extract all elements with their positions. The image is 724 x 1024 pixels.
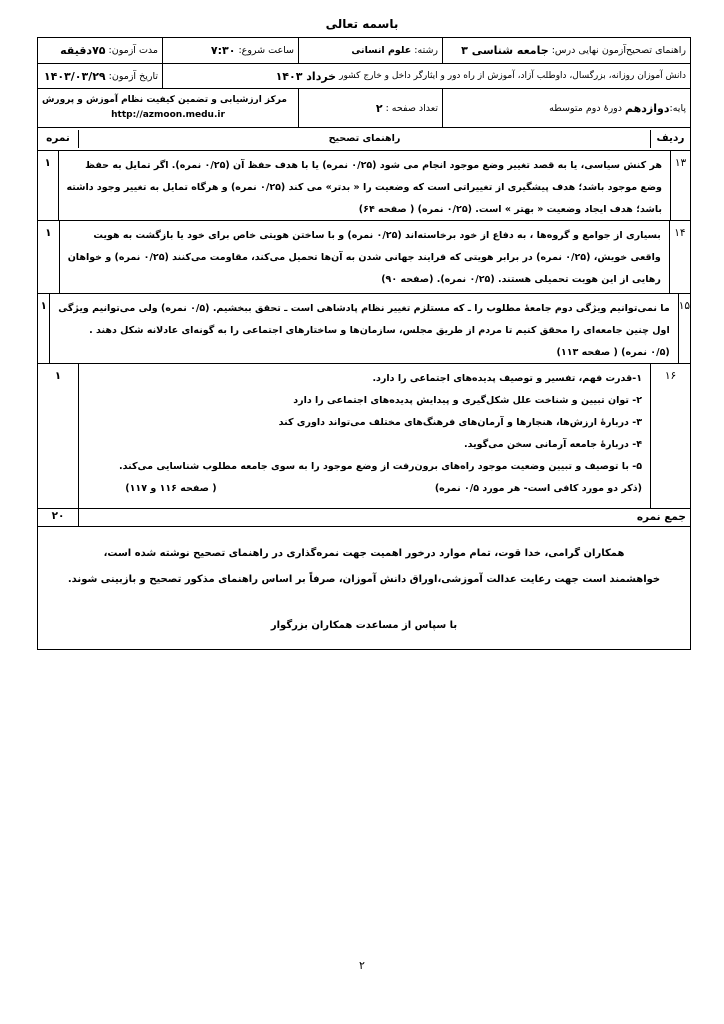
row-number: ۱۶ bbox=[650, 364, 690, 508]
exam-date: ۱۴۰۳/۰۳/۲۹ bbox=[43, 69, 106, 83]
grade-suffix: دورهٔ دوم متوسطه bbox=[549, 102, 622, 114]
grade-label: پایه: bbox=[669, 102, 686, 114]
subject: جامعه شناسی ۳ bbox=[461, 44, 549, 57]
table-row bbox=[38, 221, 690, 294]
total-score: ۲۰ bbox=[51, 510, 65, 522]
answer-line: واقعی خویش، (۰/۲۵ نمره) در برابر هویتی که فرایند جهانی شدن به آن‌ها تحمیل می‌کند، مقاومت می‌کنند (۰/۲۵ نمره) و خواهان bbox=[67, 252, 661, 263]
subject-cell bbox=[442, 38, 690, 63]
row-number: ۱۵ bbox=[678, 294, 690, 363]
answer-line: ۵- با توصیف و تبیین وضعیت موجود راه‌های برون‌رفت از وضع موجود را به سوی جامعه مطلوب شناسایی می‌کند. bbox=[119, 461, 642, 472]
answer-table bbox=[37, 127, 691, 650]
answer-line: بسیاری از جوامع و گروه‌ها ، به دفاع از خود برخاسته‌اند (۰/۲۵ نمره) و با ساختن هویتی خاص برای خود یا بازگشت به هویت bbox=[93, 230, 661, 241]
pages-count: ۲ bbox=[375, 101, 383, 115]
row-score: ۱ bbox=[54, 370, 62, 382]
answer-line: هر کنش سیاسی، یا به قصد تغییر وضع موجود انجام می شود (۰/۲۵ نمره) یا با هدف حفظ آن (۰/۲۵ نمره). اگر تمایل به حفظ bbox=[85, 160, 662, 171]
row-answer bbox=[49, 294, 677, 363]
col-row-header: ردیف bbox=[650, 130, 690, 148]
duration-label: مدت آزمون: bbox=[108, 45, 158, 56]
start-time: ۷:۳۰ bbox=[210, 44, 236, 57]
duration-cell bbox=[38, 38, 162, 63]
answer-line: (۰/۵ نمره) ( صفحه ۱۱۳) bbox=[556, 347, 670, 358]
table-row bbox=[38, 294, 690, 364]
row-answer bbox=[59, 221, 669, 293]
answer-line: وضع موجود باشد؛ هدف پیشگیری از تغییراتی است که وضعیت را « بدتر» می کند (۰/۲۵ نمره) و هرگاه تمایل به تغییر وجود داشته bbox=[66, 182, 662, 193]
pages-label: تعداد صفحه : bbox=[385, 102, 438, 114]
top-title: باسمه تعالی bbox=[325, 17, 399, 31]
duration: ۷۵دقیقه bbox=[60, 44, 106, 57]
row-score: ۱ bbox=[44, 157, 51, 169]
table-row bbox=[38, 364, 690, 509]
row-score: ۱ bbox=[45, 227, 52, 239]
answer-line: (ذکر دو مورد کافی است- هر مورد ۰/۵ نمره) ( صفحه ۱۱۶ و ۱۱۷) bbox=[125, 483, 642, 494]
center-url[interactable]: http://azmoon.medu.ir bbox=[111, 110, 225, 120]
col-score-header: نمره bbox=[46, 132, 70, 144]
answer-line: ما نمی‌توانیم ویژگی دوم جامعهٔ مطلوب را ـ که مستلزم تغییر نظام پادشاهی است ـ تحقق ببخشیم. (۰/۵ نمره) ولی می‌توانیم ویژگی bbox=[58, 303, 670, 314]
footer-line-1: همکاران گرامی، خدا قوت، تمام موارد درخور اهمیت جهت نمره‌گذاری در راهنمای تصحیح نوشته شده است، bbox=[103, 548, 625, 559]
header-row-3 bbox=[38, 89, 690, 127]
page-number: ۲ bbox=[359, 959, 365, 972]
row-number: ۱۳ bbox=[670, 151, 690, 220]
answer-line: ۴- دربارهٔ جامعه آرمانی سخن می‌گوید. bbox=[464, 439, 642, 450]
header-row-1 bbox=[38, 38, 690, 64]
field-label: رشته: bbox=[414, 45, 438, 56]
answer-line: ۲- توان تبیین و شناخت علل شکل‌گیری و پیدایش پدیده‌های اجتماعی را دارد bbox=[293, 395, 642, 406]
table-row bbox=[38, 151, 690, 221]
footer-line-2: خواهشمند است جهت رعایت عدالت آموزشی،اوراق دانش آموزان، صرفاً بر اساس راهنمای مذکور تصحیح و بازبینی شوند. bbox=[67, 574, 661, 585]
total-row bbox=[38, 509, 690, 527]
field: علوم انسانی bbox=[351, 45, 412, 56]
start-time-cell bbox=[162, 38, 298, 63]
students-text: دانش آموزان روزانه، بزرگسال، داوطلب آزاد، آموزش از راه دور و ایثارگر داخل و خارج کشور bbox=[339, 71, 686, 81]
row-answer bbox=[58, 151, 670, 220]
center-name: مرکز ارزشیابی و تضمین کیفیت نظام آموزش و پرورش bbox=[42, 95, 287, 105]
guide-label: راهنمای تصحیح‌آزمون نهایی درس: bbox=[551, 45, 686, 56]
field-cell bbox=[298, 38, 442, 63]
answer-line: باشد؛ هدف ایجاد وضعیت « بهتر » است. (۰/۲۵ نمره) ( صفحه ۶۴) bbox=[358, 204, 662, 215]
start-label: ساعت شروع: bbox=[238, 45, 294, 56]
center-cell bbox=[38, 89, 298, 127]
footer-note bbox=[38, 527, 690, 649]
answer-line: رهایی از این هویت تحمیلی هستند. (۰/۲۵ نمره). (صفحه ۹۰) bbox=[381, 274, 661, 285]
grade-cell bbox=[442, 89, 690, 127]
row-number: ۱۴ bbox=[669, 221, 690, 293]
total-label: جمع نمره bbox=[78, 509, 690, 526]
row-answer bbox=[78, 364, 650, 508]
session: خرداد ۱۴۰۳ bbox=[275, 69, 337, 83]
pages-cell bbox=[298, 89, 442, 127]
answer-line: ۱-قدرت فهم، تفسیر و توصیف پدیده‌های اجتماعی را دارد. bbox=[372, 373, 642, 384]
col-guide-header: راهنمای تصحیح bbox=[78, 130, 650, 148]
header-row-2 bbox=[38, 64, 690, 89]
answer-line: ۳- دربارهٔ ارزش‌ها، هنجارها و آرمان‌های فرهنگ‌های مختلف می‌تواند داوری کند bbox=[278, 417, 642, 428]
grade: دوازدهم bbox=[625, 101, 670, 115]
table-header-row bbox=[38, 128, 690, 151]
answer-line: اول چنین جامعه‌ای را محقق کنیم تا مردم از طریق مجلس، سازمان‌ها و ساختارهای اجتماعی را به گونه‌ای عادلانه شکل دهند . bbox=[89, 325, 670, 336]
row-score: ۱ bbox=[40, 300, 47, 312]
footer-line-3: با سپاس از مساعدت همکاران بزرگوار bbox=[270, 620, 458, 631]
exam-header bbox=[37, 37, 691, 128]
date-cell bbox=[38, 64, 162, 88]
date-label: تاریخ آزمون: bbox=[108, 70, 158, 82]
students-cell bbox=[162, 64, 690, 88]
